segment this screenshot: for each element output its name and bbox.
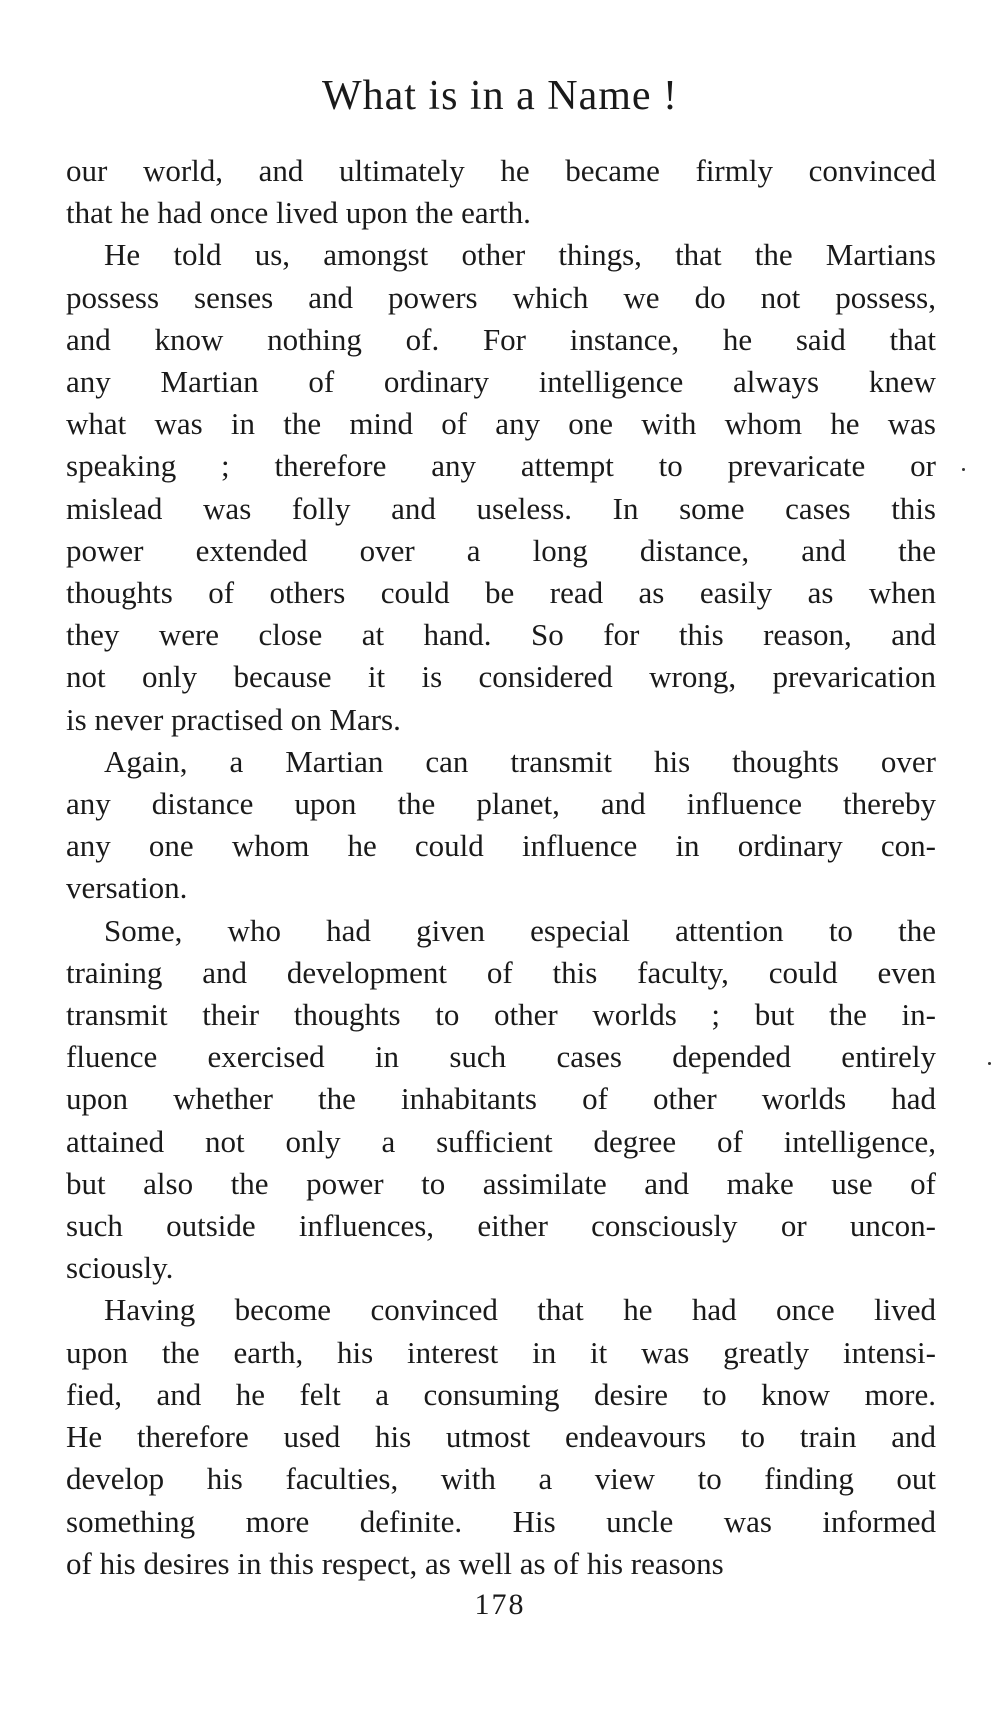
paragraph [66,150,936,234]
text-line: Again, a Martian can transmit his thoughts over [104,743,936,779]
text-line: mislead was folly and useless. In some cases this [66,490,936,526]
text-line: any Martian of ordinary intelligence always knew [66,364,936,400]
paragraph [66,1289,936,1584]
text-line: fluence exercised in such cases depended entirely [66,1039,936,1075]
text-line: any one whom he could influence in ordinary con- [66,828,936,864]
text-line: thoughts of others could be read as easily as when [66,575,936,611]
text-line: any distance upon the planet, and influence thereby [66,786,936,822]
text-line: is never practised on Mars. [66,701,401,737]
paragraph [66,910,936,1290]
text-line: possess senses and powers which we do not possess, [66,279,936,315]
text-line: transmit their thoughts to other worlds ; but the in- [66,997,936,1033]
text-line: something more definite. His uncle was informed [66,1503,936,1539]
text-line: attained not only a sufficient degree of intelligence, [66,1123,936,1159]
text-line: that he had once lived upon the earth. [66,195,531,231]
text-line: they were close at hand. So for this reason, and [66,617,936,653]
text-line: power extended over a long distance, and the [66,532,936,568]
text-line: upon whether the inhabitants of other worlds had [66,1081,936,1117]
text-line: versation. [66,870,188,906]
text-line: what was in the mind of any one with whom he was [66,406,936,442]
text-line: He therefore used his utmost endeavours to train and [66,1419,936,1455]
text-line: Having become convinced that he had once lived [104,1292,936,1328]
text-line: but also the power to assimilate and make use of [66,1165,936,1201]
page-number: 178 [474,1588,526,1621]
text-line: our world, and ultimately he became firmly convinced [66,153,936,188]
paragraph [66,234,936,740]
paragraph [66,741,936,910]
text-line: and know nothing of. For instance, he said that [66,321,936,357]
text-line: upon the earth, his interest in it was greatly intensi- [66,1334,936,1370]
text-line: He told us, amongst other things, that the Martians [104,237,936,273]
text-line: not only because it is considered wrong, prevarication [66,659,936,695]
text-line: sciously. [66,1250,174,1286]
running-head: What is in a Name ! [321,73,679,119]
text-line: training and development of this faculty, could even [66,954,936,990]
ink-speck [962,468,965,471]
text-line: of his desires in this respect, as well as of his reasons [66,1545,724,1581]
text-line: speaking ; therefore any attempt to prevaricate or [66,448,936,484]
ink-speck [988,1062,991,1065]
body-text [66,150,936,1585]
text-line: Some, who had given especial attention to the [104,912,936,948]
text-line: develop his faculties, with a view to finding out [66,1461,936,1497]
text-line: such outside influences, either consciously or uncon- [66,1208,936,1244]
text-line: fied, and he felt a consuming desire to know more. [66,1376,936,1412]
